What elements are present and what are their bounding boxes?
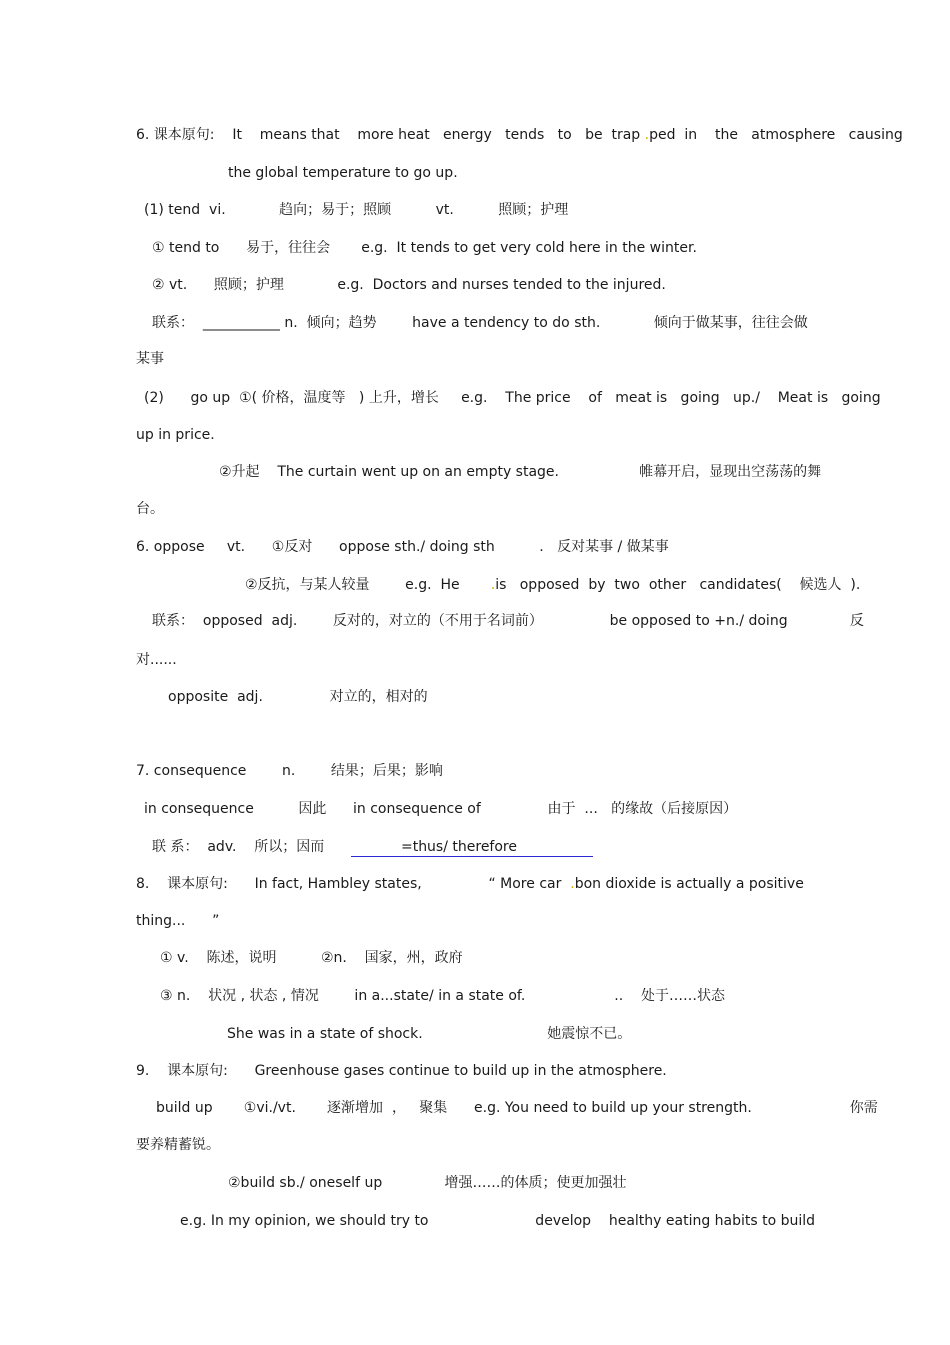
line-26: build up ①vi./vt. 逐渐增加 ， 聚集 e.g. You need to build up your strength. 你需 — [156, 1100, 878, 1116]
line-18: in consequence 因此 in consequence of 由于 ... 的缘故（后接原因） — [144, 801, 738, 817]
line-3: (1) tend vi. 趋向；易于；照顾 vt. 照顾；护理 — [144, 202, 569, 218]
line-20: 8. 课本原句: In fact, Hambley states, “ More car .bon dioxide is actually a positive — [136, 876, 804, 892]
line-17: 7. consequence n. 结果；后果；影响 — [136, 763, 443, 779]
line-21: thing... ” — [136, 913, 220, 929]
line-6: 联系： ___________ n. 倾向；趋势 have a tendency to do sth. 倾向于做某事，往往会做 — [152, 315, 808, 331]
line-10: ②升起 The curtain went up on an empty stage. 帷幕开启，显现出空荡荡的舞 — [219, 464, 822, 480]
line-25: 9. 课本原句: Greenhouse gases continue to build up in the atmosphere. — [136, 1063, 667, 1079]
line-23: ③ n. 状况 , 状态 , 情况 in a...state/ in a state of. .. 处于……状态 — [160, 988, 725, 1004]
line-5: ② vt. 照顾；护理 e.g. Doctors and nurses tended to the injured. — [152, 277, 666, 293]
line-1: 6. 课本原句: It means that more heat energy tends to be trap .ped in the atmosphere causing — [136, 127, 903, 143]
line-29: e.g. In my opinion, we should try to develop healthy eating habits to build — [180, 1213, 816, 1229]
line-9: up in price. — [136, 427, 215, 443]
line-4: ① tend to 易于，往往会 e.g. It tends to get very cold here in the winter. — [152, 240, 697, 256]
line-27: 要养精蓄锐。 — [136, 1137, 220, 1153]
line-8: (2) go up ①( 价格，温度等 ) 上升，增长 e.g. The price of meat is going up./ Meat is going — [144, 390, 881, 406]
line-19: 联 系： adv. 所以；因而 =thus/ therefore — [152, 838, 593, 856]
line-16: opposite adj. 对立的，相对的 — [168, 689, 428, 705]
line-15: 对...... — [136, 652, 177, 668]
line-22: ① v. 陈述，说明 ②n. 国家，州，政府 — [160, 950, 463, 966]
line-11: 台。 — [136, 501, 164, 517]
line-24: She was in a state of shock. 她震惊不已。 — [227, 1026, 632, 1042]
line-7: 某事 — [136, 351, 164, 367]
line-2: the global temperature to go up. — [228, 165, 458, 181]
line-12: 6. oppose vt. ①反对 oppose sth./ doing sth . 反对某事 / 做某事 — [136, 539, 669, 555]
line-28: ②build sb./ oneself up 增强……的体质；使更加强壮 — [228, 1175, 627, 1191]
line-13: ②反抗，与某人较量 e.g. He .is opposed by two other candidates( 候选人 ). — [245, 577, 861, 593]
blank-answer: =thus/ therefore — [351, 838, 593, 857]
line-14: 联系： opposed adj. 反对的，对立的（不用于名词前） be opposed to +n./ doing 反 — [152, 613, 864, 629]
